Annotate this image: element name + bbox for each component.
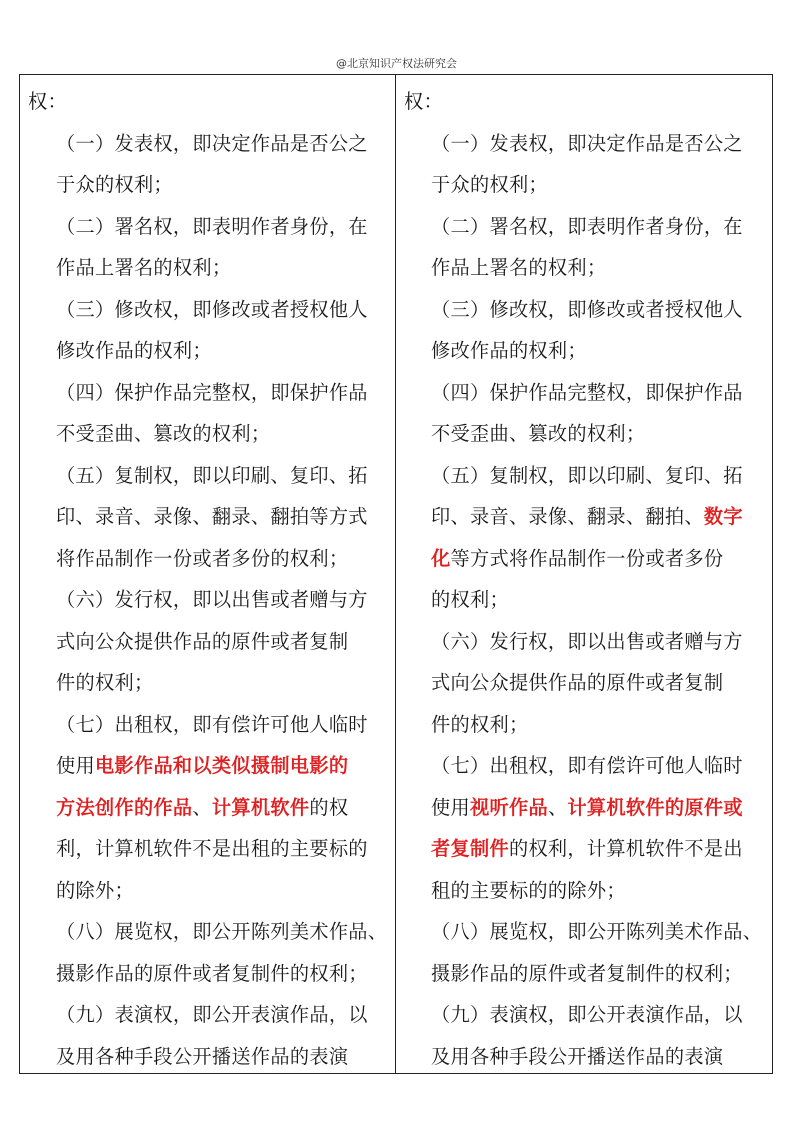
left-text-line bbox=[20, 81, 395, 123]
text-segment: （二）署名权，即表明作者身份，在 bbox=[56, 214, 368, 238]
highlighted-text: 方法创作的作品 bbox=[56, 795, 193, 819]
text-segment: （九）表演权，即公开表演作品，以 bbox=[431, 1003, 743, 1026]
text-segment: 将作品制作一份或者多份的权利； bbox=[56, 546, 349, 570]
text-segment: 及用各种手段公开播送作品的表演 bbox=[56, 1044, 349, 1068]
right-text-line bbox=[396, 164, 772, 206]
right-text-line bbox=[396, 994, 772, 1036]
text-segment: 于众的权利； bbox=[431, 173, 548, 196]
right-text-line bbox=[396, 247, 772, 289]
text-segment: （八）展览权，即公开陈列美术作品、 bbox=[431, 920, 763, 943]
text-segment: 印、录音、录像、翻录、翻拍等方式 bbox=[56, 505, 368, 528]
text-segment: 式向公众提供作品的原件或者复制 bbox=[431, 671, 724, 694]
highlighted-text: 者复制件 bbox=[431, 837, 509, 860]
left-text-line bbox=[20, 621, 395, 663]
text-segment: 件的权利； bbox=[56, 671, 154, 694]
left-text-line bbox=[20, 745, 395, 787]
text-segment: 、 bbox=[192, 795, 212, 819]
text-segment: 修改作品的权利； bbox=[56, 339, 212, 362]
text-segment: （六）发行权，即以出售或者赠与方 bbox=[56, 588, 368, 611]
right-text-line bbox=[396, 745, 772, 787]
left-text-line bbox=[20, 247, 395, 289]
text-segment: （七）出租权，即有偿许可他人临时 bbox=[56, 712, 368, 736]
text-segment: 使用 bbox=[56, 754, 95, 777]
left-text-line bbox=[20, 455, 395, 497]
text-segment: 使用 bbox=[431, 795, 470, 819]
left-text-line bbox=[20, 289, 395, 331]
left-text-line bbox=[20, 164, 395, 206]
right-text-line bbox=[396, 81, 772, 123]
right-text-line bbox=[396, 870, 772, 912]
right-text-line bbox=[396, 787, 772, 829]
text-segment: （七）出租权，即有偿许可他人临时 bbox=[431, 754, 743, 777]
highlighted-text: 计算机软件 bbox=[211, 795, 310, 819]
right-text-line bbox=[396, 621, 772, 663]
right-text-line bbox=[396, 496, 772, 538]
text-segment: 式向公众提供作品的原件或者复制 bbox=[56, 629, 349, 653]
left-text-line bbox=[20, 662, 395, 704]
right-text-line bbox=[396, 330, 772, 372]
left-text-line bbox=[20, 330, 395, 372]
right-text-line bbox=[396, 953, 772, 995]
right-text-line bbox=[396, 538, 772, 580]
left-text-line bbox=[20, 123, 395, 165]
watermark-header: @北京知识产权法研究会 bbox=[336, 57, 457, 70]
text-segment: （五）复制权，即以印刷、复印、拓 bbox=[431, 463, 743, 487]
text-segment: 于众的权利； bbox=[56, 173, 173, 196]
right-text-line bbox=[396, 704, 772, 746]
left-text-line bbox=[20, 1036, 395, 1074]
text-segment: 、 bbox=[547, 795, 568, 819]
right-text-line bbox=[396, 579, 772, 621]
text-segment: 摄影作品的原件或者复制件的权利； bbox=[56, 961, 368, 985]
highlighted-text: 视听作品 bbox=[469, 795, 548, 819]
right-text-line bbox=[396, 662, 772, 704]
left-text-line bbox=[20, 911, 395, 953]
text-segment: 的权 bbox=[309, 795, 349, 819]
left-text-line bbox=[20, 787, 395, 829]
left-text-line bbox=[20, 413, 395, 455]
text-segment: （六）发行权，即以出售或者赠与方 bbox=[431, 629, 743, 653]
left-text-line bbox=[20, 870, 395, 912]
left-text-line bbox=[20, 579, 395, 621]
text-segment: （一）发表权，即决定作品是否公之 bbox=[431, 131, 743, 155]
left-text-line bbox=[20, 372, 395, 414]
left-text-line bbox=[20, 828, 395, 870]
text-segment: （九）表演权，即公开表演作品，以 bbox=[56, 1003, 368, 1026]
text-segment: 作品上署名的权利； bbox=[431, 256, 607, 279]
right-text-line bbox=[396, 1036, 772, 1074]
right-text-line bbox=[396, 413, 772, 455]
text-segment: （一）发表权，即决定作品是否公之 bbox=[56, 131, 368, 155]
highlighted-text: 数字 bbox=[703, 505, 743, 528]
comparison-table bbox=[19, 74, 773, 1074]
text-segment: 不受歪曲、篡改的权利； bbox=[56, 422, 271, 445]
right-text-line bbox=[396, 289, 772, 331]
right-text-line bbox=[396, 911, 772, 953]
text-segment: 权： bbox=[404, 90, 443, 113]
text-segment: 的除外； bbox=[56, 878, 134, 902]
column-amended bbox=[396, 75, 772, 1073]
text-segment: 的权利； bbox=[431, 588, 509, 611]
left-text-line bbox=[20, 994, 395, 1036]
text-segment: （二）署名权，即表明作者身份，在 bbox=[431, 214, 743, 238]
text-segment: （八）展览权，即公开陈列美术作品、 bbox=[56, 920, 388, 943]
right-text-line bbox=[396, 828, 772, 870]
text-segment: 租的主要标的的除外； bbox=[431, 878, 626, 902]
text-segment: 修改作品的权利； bbox=[431, 339, 587, 362]
left-text-line bbox=[20, 496, 395, 538]
text-segment: 权： bbox=[28, 90, 67, 113]
text-segment: 作品上署名的权利； bbox=[56, 256, 232, 279]
text-segment: 的权利，计算机软件不是出 bbox=[508, 837, 743, 860]
right-text-line bbox=[396, 206, 772, 248]
left-text-line bbox=[20, 953, 395, 995]
text-segment: 利，计算机软件不是出租的主要标的 bbox=[56, 837, 368, 860]
text-segment: （三）修改权，即修改或者授权他人 bbox=[431, 297, 743, 321]
highlighted-text: 化 bbox=[431, 546, 451, 570]
column-original bbox=[20, 75, 396, 1073]
text-segment: （四）保护作品完整权，即保护作品 bbox=[431, 380, 743, 404]
left-text-line bbox=[20, 206, 395, 248]
right-text-line bbox=[396, 123, 772, 165]
text-segment: 等方式将作品制作一份或者多份 bbox=[450, 546, 724, 570]
text-segment: （三）修改权，即修改或者授权他人 bbox=[56, 297, 368, 321]
text-segment: 件的权利； bbox=[431, 712, 529, 736]
left-text-line bbox=[20, 704, 395, 746]
text-segment: 不受歪曲、篡改的权利； bbox=[431, 422, 646, 445]
text-segment: （五）复制权，即以印刷、复印、拓 bbox=[56, 463, 368, 487]
right-text-line bbox=[396, 455, 772, 497]
text-segment: （四）保护作品完整权，即保护作品 bbox=[56, 380, 368, 404]
text-segment: 及用各种手段公开播送作品的表演 bbox=[431, 1044, 724, 1068]
left-text-line bbox=[20, 538, 395, 580]
right-text-line bbox=[396, 372, 772, 414]
highlighted-text: 计算机软件的原件或 bbox=[567, 795, 743, 819]
highlighted-text: 电影作品和以类似摄制电影的 bbox=[94, 754, 349, 777]
text-segment: 印、录音、录像、翻录、翻拍、 bbox=[431, 505, 704, 528]
text-segment: 摄影作品的原件或者复制件的权利； bbox=[431, 961, 743, 985]
